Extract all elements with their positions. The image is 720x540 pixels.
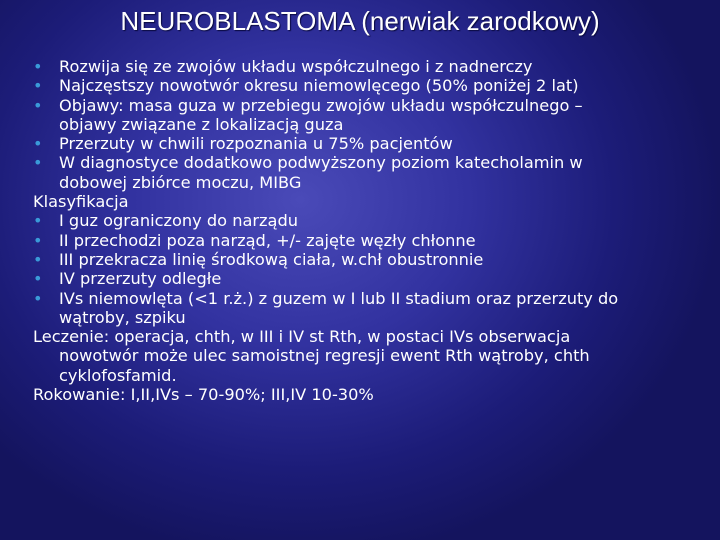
slide-body xyxy=(33,57,713,404)
line-text: II przechodzi poza narząd, +/- zajęte węzły chłonne xyxy=(59,230,476,250)
bullet-item xyxy=(33,231,713,250)
bullet-continuation xyxy=(33,366,713,385)
bullet-item xyxy=(33,211,713,230)
bullet-item xyxy=(33,57,713,76)
body-text-line xyxy=(33,192,713,211)
line-text: Leczenie: operacja, chth, w III i IV st Rth, w postaci IVs obserwacja xyxy=(33,327,571,347)
bullet-continuation xyxy=(33,115,713,134)
bullet-item xyxy=(33,134,713,153)
bullet-item xyxy=(33,153,713,172)
bullet-item xyxy=(33,289,713,308)
bullet-icon: • xyxy=(33,269,43,289)
bullet-icon: • xyxy=(33,57,43,76)
bullet-item xyxy=(33,96,713,115)
line-text: III przekracza linię środkową ciała, w.chł obustronnie xyxy=(59,249,484,269)
bullet-icon: • xyxy=(33,76,43,96)
line-text: Objawy: masa guza w przebiegu zwojów układu współczulnego – xyxy=(59,95,583,115)
bullet-item xyxy=(33,76,713,95)
bullet-icon: • xyxy=(33,288,43,308)
line-text: Klasyfikacja xyxy=(33,192,129,212)
bullet-icon: • xyxy=(33,134,43,154)
bullet-continuation xyxy=(33,308,713,327)
line-text: I guz ograniczony do narządu xyxy=(59,211,299,231)
bullet-item xyxy=(33,269,713,288)
line-text: wątroby, szpiku xyxy=(59,307,186,327)
bullet-icon: • xyxy=(33,95,43,115)
line-text: Najczęstszy nowotwór okresu niemowlęcego (50% poniżej 2 lat) xyxy=(59,76,579,96)
line-text: nowotwór może ulec samoistnej regresji ewent Rth wątroby, chth xyxy=(59,346,590,366)
bullet-icon: • xyxy=(33,230,43,250)
bullet-icon: • xyxy=(33,153,43,173)
bullet-icon: • xyxy=(33,249,43,269)
bullet-continuation xyxy=(33,173,713,192)
line-text: dobowej zbiórce moczu, MIBG xyxy=(59,172,302,192)
line-text: cyklofosfamid. xyxy=(59,365,177,385)
bullet-item xyxy=(33,250,713,269)
bullet-continuation xyxy=(33,346,713,365)
body-text-line xyxy=(33,385,713,404)
line-text: IV przerzuty odległe xyxy=(59,269,222,289)
line-text: objawy związane z lokalizacją guza xyxy=(59,114,344,134)
line-text: Rokowanie: I,II,IVs – 70-90%; III,IV 10-30% xyxy=(33,385,374,405)
body-text-line xyxy=(33,327,713,346)
line-text: IVs niemowlęta (<1 r.ż.) z guzem w I lub II stadium oraz przerzuty do xyxy=(59,288,619,308)
slide-title: NEUROBLASTOMA (nerwiak zarodkowy) xyxy=(120,6,600,36)
bullet-icon: • xyxy=(33,211,43,231)
line-text: W diagnostyce dodatkowo podwyższony poziom katecholamin w xyxy=(59,153,583,173)
line-text: Rozwija się ze zwojów układu współczulnego i z nadnerczy xyxy=(59,57,533,76)
line-text: Przerzuty w chwili rozpoznania u 75% pacjentów xyxy=(59,134,453,154)
